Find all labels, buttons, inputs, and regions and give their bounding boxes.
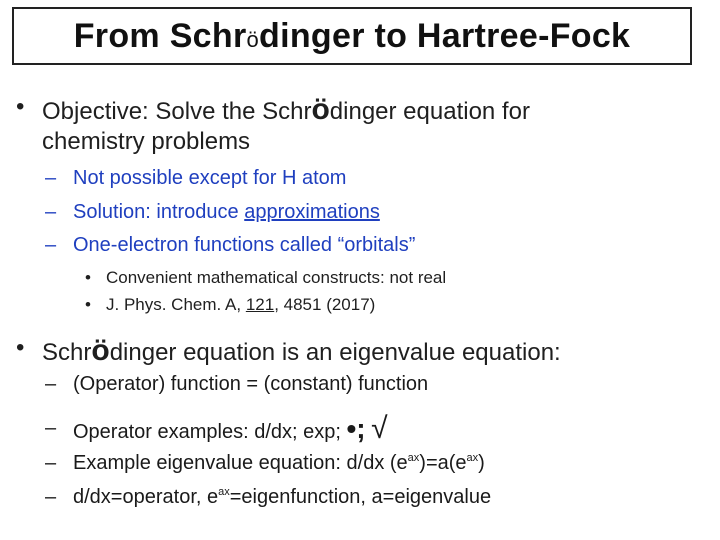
sqrt-symbol: √	[371, 412, 388, 445]
solution-text: Solution: introduce	[73, 201, 245, 223]
reference-text-c: , 4851 (2017)	[274, 295, 376, 314]
definitions-text-b: =eigenfunction, a=eigenvalue	[229, 486, 492, 508]
example-text-b: )=a(e	[419, 452, 467, 474]
example-sup-2: ax	[466, 452, 479, 464]
objective-text-1: Objective: Solve the Schr	[42, 98, 312, 125]
example-sup-1: ax	[407, 452, 420, 464]
operator-examples-text: Operator examples: d/dx; exp;	[73, 421, 347, 443]
example-text-c: )	[478, 452, 485, 474]
subsub-marker: •	[85, 268, 91, 287]
sub-marker: –	[45, 201, 57, 223]
subsub-item-constructs: Convenient mathematical constructs: not real	[106, 268, 447, 287]
sub-marker: –	[45, 234, 57, 256]
definitions-sup: ax	[218, 486, 230, 498]
sub-item-example-equation	[73, 452, 485, 475]
sub-marker: –	[45, 452, 57, 474]
bullet-marker: •	[16, 334, 25, 361]
reference-text-a: J. Phys. Chem. A,	[106, 295, 246, 314]
sub-marker: –	[45, 373, 57, 395]
reference-volume-link[interactable]: 121	[245, 295, 275, 314]
example-text-a: Example eigenvalue equation: d/dx (e	[73, 452, 408, 474]
bullet-marker: •	[16, 93, 25, 120]
sub-marker: –	[45, 417, 57, 439]
sub-item-orbitals: One-electron functions called “orbitals”	[73, 234, 416, 256]
sub-marker: –	[45, 486, 57, 508]
subsub-marker: •	[85, 295, 91, 314]
title-part-3: dinger to Hartree-Fock	[259, 16, 631, 55]
objective-line-2: chemistry problems	[42, 128, 251, 155]
objective-text-2: dinger equation for	[329, 98, 530, 125]
title-part-1: From	[73, 16, 170, 55]
eigen-o-umlaut: ö	[91, 334, 110, 367]
subsub-item-reference	[106, 295, 375, 315]
objective-o-umlaut: ö	[311, 93, 330, 126]
eigen-text-1: Schr	[42, 339, 92, 366]
bullet-objective	[42, 93, 530, 127]
eigen-text-2: dinger equation is an eigenvalue equation:	[109, 339, 561, 366]
bullet-eigenvalue	[42, 334, 561, 368]
title-o-umlaut: ö	[246, 26, 260, 52]
sub-item-solution	[73, 201, 380, 224]
approximations-link[interactable]: approximations	[244, 201, 380, 223]
sub-item-definitions	[73, 486, 491, 509]
bullet-operator-symbol: •;	[346, 413, 366, 444]
sub-marker: –	[45, 167, 57, 189]
sub-item-operator-function: (Operator) function = (constant) function	[73, 373, 429, 395]
sub-item-operator-examples	[73, 412, 388, 446]
sub-item-not-possible: Not possible except for H atom	[73, 167, 347, 189]
title-part-2: Schr	[169, 16, 247, 55]
definitions-text-a: d/dx=operator, e	[73, 486, 219, 508]
